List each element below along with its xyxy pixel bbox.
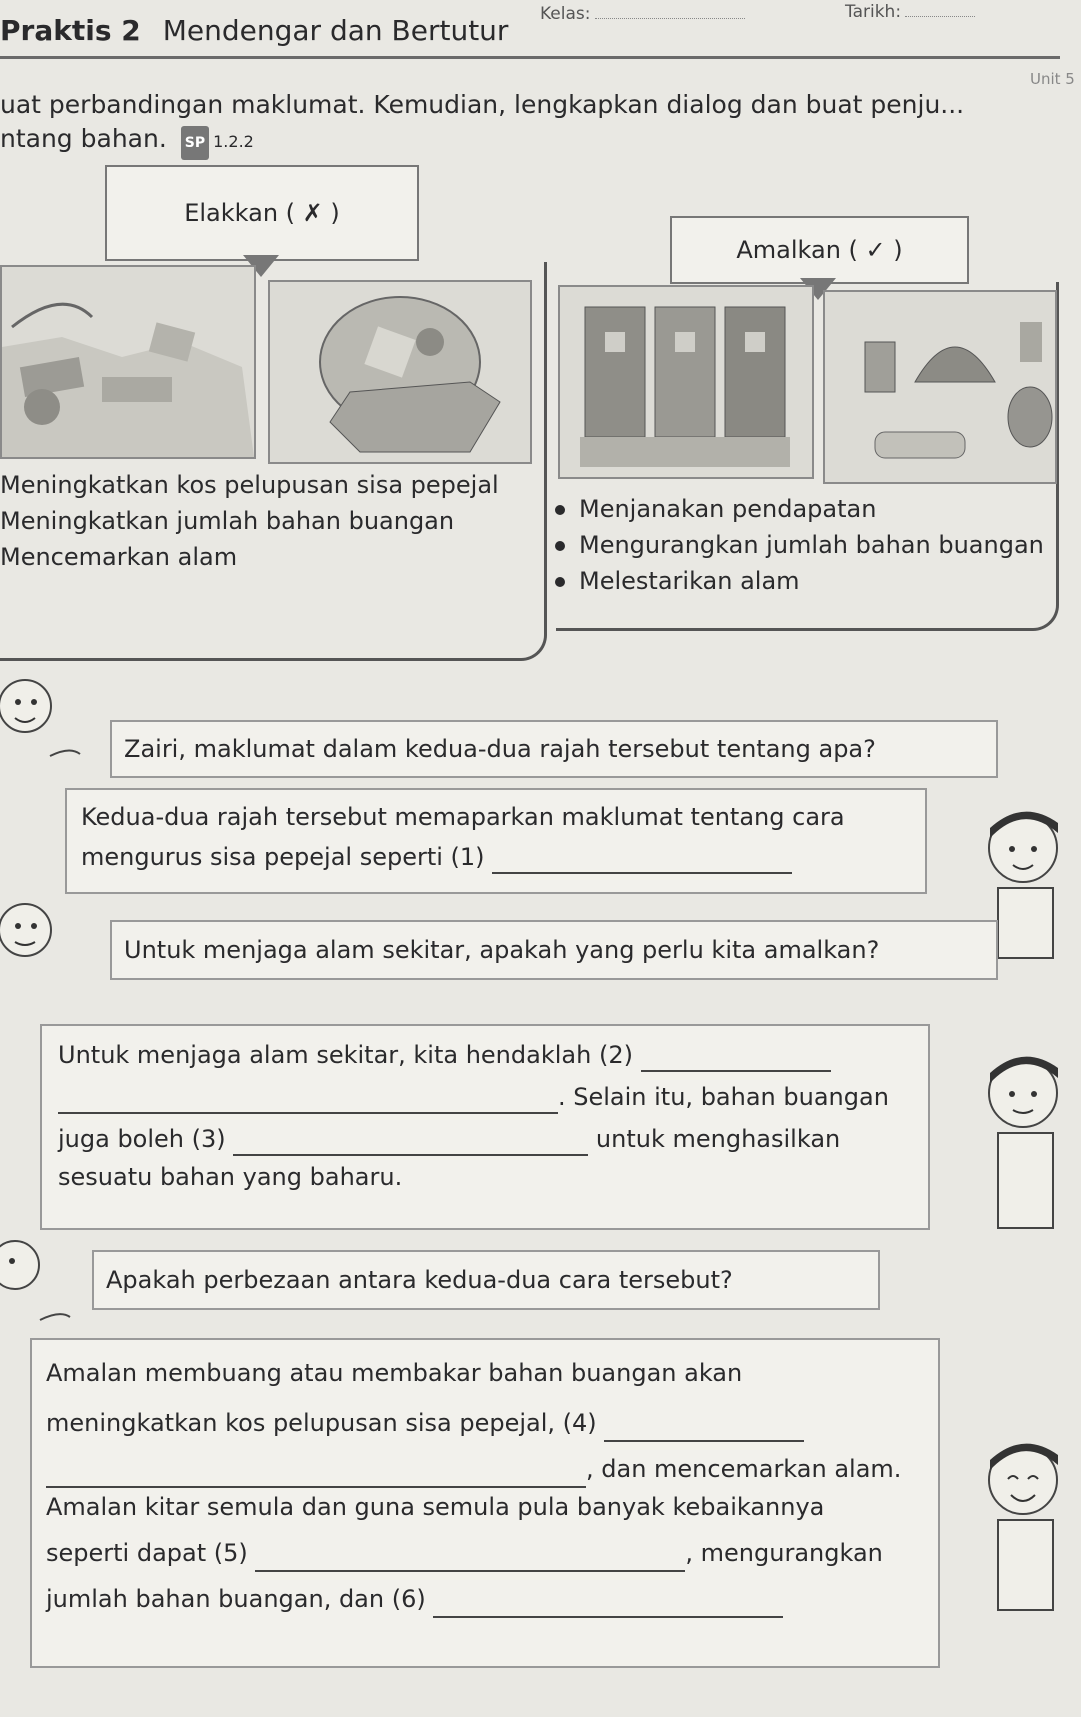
boy-character xyxy=(968,1435,1078,1615)
trash-bag-photo xyxy=(268,280,532,464)
answer-bubble-3: Amalan membuang atau membakar bahan buangan akan meningkatkan kos pelupusan sisa pepejal, (4) , dan mencemarkan alam. Amalan kitar semula dan guna semula pula banyak kebaikannya seperti dapat (5) , mengurangkan jumlah bahan buangan, dan (6) xyxy=(30,1338,940,1668)
question-bubble-2: Untuk menjaga alam sekitar, apakah yang perlu kita amalkan? xyxy=(110,920,998,980)
class-field: Kelas: xyxy=(540,4,745,24)
answer-blank-5[interactable] xyxy=(255,1542,685,1572)
answer-bubble-1: Kedua-dua rajah tersebut memaparkan maklumat tentang cara mengurus sisa pepejal seperti (1) xyxy=(65,788,927,894)
question-bubble-3: Apakah perbezaan antara kedua-dua cara tersebut? xyxy=(92,1250,880,1310)
girl-character xyxy=(0,676,90,776)
answer-blank-4-cont[interactable] xyxy=(46,1458,586,1488)
bullet-icon xyxy=(555,505,565,515)
avoid-label: Elakkan ( ✗ ) xyxy=(105,165,419,261)
practice-point: Melestarikan alam xyxy=(579,567,800,595)
avoid-points xyxy=(0,470,530,578)
upcycled-crafts-photo xyxy=(823,290,1057,484)
girl-character xyxy=(0,1225,90,1335)
title-divider xyxy=(0,56,1060,59)
answer-bubble-2: Untuk menjaga alam sekitar, kita hendaklah (2) . Selain itu, bahan buangan juga boleh (3) untuk menghasilkan sesuatu bahan yang baharu. xyxy=(40,1024,930,1230)
answer-blank-4[interactable] xyxy=(604,1412,804,1442)
bullet-icon xyxy=(555,541,565,551)
bullet-icon xyxy=(555,577,565,587)
answer-blank-6[interactable] xyxy=(433,1588,783,1618)
practice-points xyxy=(555,494,1055,602)
avoid-point: Meningkatkan jumlah bahan buangan xyxy=(0,507,455,535)
answer-blank-2-cont[interactable] xyxy=(58,1084,558,1114)
girl-character xyxy=(0,890,90,1000)
recycling-bins-photo xyxy=(558,285,814,479)
date-field: Tarikh: xyxy=(845,2,975,22)
unit-tag: Unit 5 xyxy=(1030,70,1075,88)
question-bubble-1: Zairi, maklumat dalam kedua-dua rajah tersebut tentang apa? xyxy=(110,720,998,778)
avoid-point: Mencemarkan alam xyxy=(0,543,238,571)
answer-blank-1[interactable] xyxy=(492,844,792,874)
boy-character xyxy=(968,1048,1078,1238)
page-title: Praktis 2 Mendengar dan Bertutur xyxy=(0,14,509,47)
practice-label: Amalkan ( ✓ ) xyxy=(670,216,969,284)
practice-point: Menjanakan pendapatan xyxy=(579,495,877,523)
avoid-point: Meningkatkan kos pelupusan sisa pepejal xyxy=(0,471,499,499)
answer-blank-2[interactable] xyxy=(641,1042,831,1072)
sp-badge: SP xyxy=(181,126,209,160)
instruction: uat perbandingan maklumat. Kemudian, lengkapkan dialog dan buat penju... ntang bahan. SP 1.2.2 xyxy=(0,88,1075,160)
answer-blank-3[interactable] xyxy=(233,1126,588,1156)
practice-point: Mengurangkan jumlah bahan buangan xyxy=(579,531,1044,559)
litter-photo xyxy=(0,265,256,459)
